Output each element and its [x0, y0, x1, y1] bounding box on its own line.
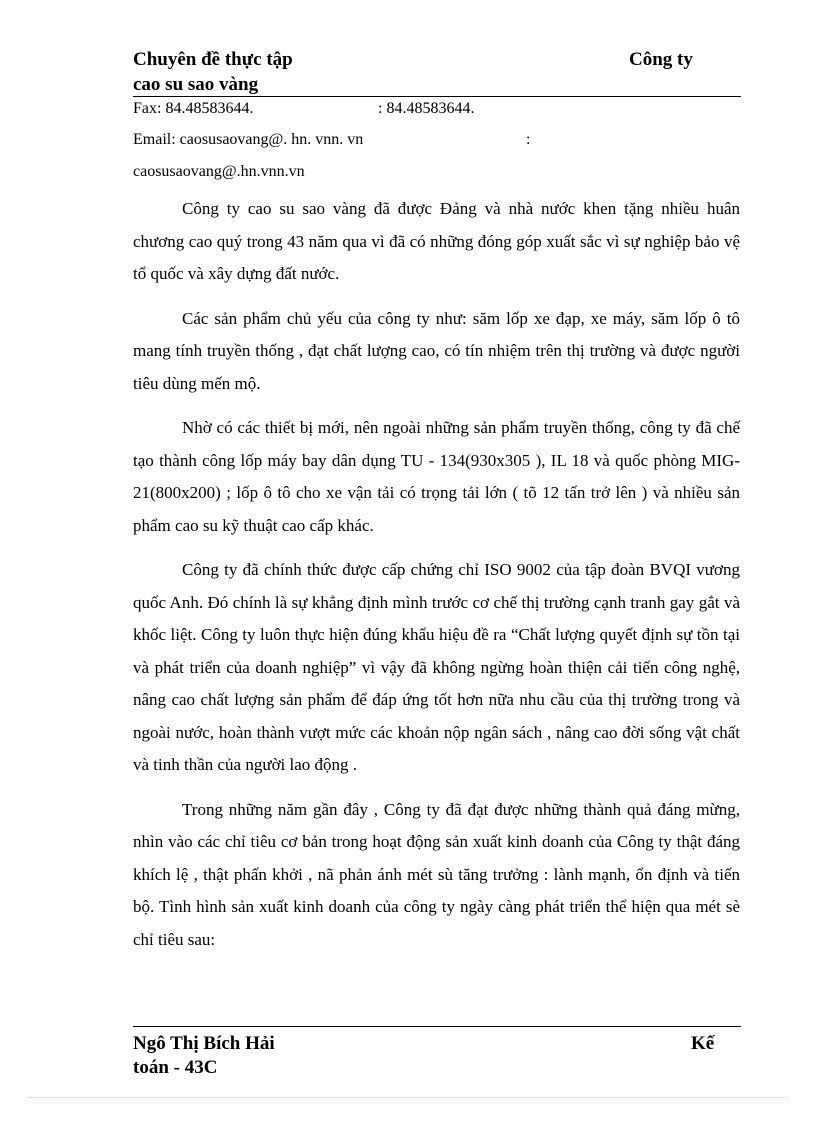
footer-class: toán - 43C [133, 1057, 218, 1078]
paragraph-iso: Công ty đã chính thức được cấp chứng chỉ ISO 9002 của tập đoàn BVQI vương quốc Anh. Đó chính là sự khẳng định mình trước cơ chế thị trường cạnh tranh gay gắt và khốc liệt. Công ty luôn thực hiện đúng khẩu hiệu đề ra “Chất lượng quyết định sự tồn tại và phát triển của doanh nghiệp” vì vậy đã không ngừng hoàn thiện cải tiến công nghệ, nâng cao chất lượng sản phẩm để đáp ứng tốt hơn nữa nhu cầu của thị trường trong và ngoài nước, hoàn thành vượt mức các khoản nộp ngân sách , nâng cao đời sống vật chất và tinh thần của người lao động . [133, 560, 740, 774]
paragraph-new-products: Nhờ có các thiết bị mới, nên ngoài những sản phẩm truyền thống, công ty đã chế tạo thành công lốp máy bay dân dụng TU - 134(930x305 ), IL 18 và quốc phòng MIG-21(800x200) ; lốp ô tô cho xe vận tải có trọng tải lớn ( tõ 12 tấn trở lên ) và nhiều sản phẩm cao su kỹ thuật cao cấp khác. [133, 418, 740, 535]
page-bottom-divider [28, 1097, 788, 1098]
paragraph-achievements: Trong những năm gần đây , Công ty đã đạt được những thành quả đáng mừng, nhìn vào các chỉ tiêu cơ bản trong hoạt động sản xuất kinh doanh của Công ty thật đáng khích lệ , thật phấn khởi , nã phản ánh mét sù tăng trưởng : lành mạnh, ổn định và tiến bộ. Tình hình sản xuất kinh doanh của công ty ngày càng phát triển thể hiện qua mét sè chỉ tiêu sau: [133, 799, 740, 949]
header-company: Công ty [629, 49, 693, 70]
email-line: Email: caosusaovang@. hn. vnn. vn [133, 131, 364, 148]
fax-repeat: : 84.48583644. [378, 100, 475, 117]
header-divider [133, 96, 741, 97]
fax-line: Fax: 84.48583644. [133, 100, 254, 117]
footer-department: Kế [691, 1033, 715, 1054]
paragraph-products: Các sản phẩm chủ yếu của công ty như: săm lốp xe đạp, xe máy, săm lốp ô tô mang tính truyền thống , đạt chất lượng cao, có tín nhiệm trên thị trường và được người tiêu dùng mến mộ. [133, 308, 740, 393]
email-colon: : [526, 131, 531, 148]
paragraph-awards: Công ty cao su sao vàng đã được Đảng và nhà nước khen tặng nhiều huân chương cao quý trong 43 năm qua vì đã có những đóng góp xuất sắc vì sự nghiệp bảo vệ tổ quốc và xây dựng đất nước. [133, 199, 740, 283]
email-full: caosusaovang@.hn.vnn.vn [133, 163, 305, 180]
footer-author: Ngô Thị Bích Hải [133, 1033, 275, 1054]
footer-divider [133, 1026, 741, 1027]
document-body [133, 193, 740, 968]
header-title: Chuyên đề thực tập [133, 49, 293, 70]
header-company-name: cao su sao vàng [133, 74, 259, 95]
